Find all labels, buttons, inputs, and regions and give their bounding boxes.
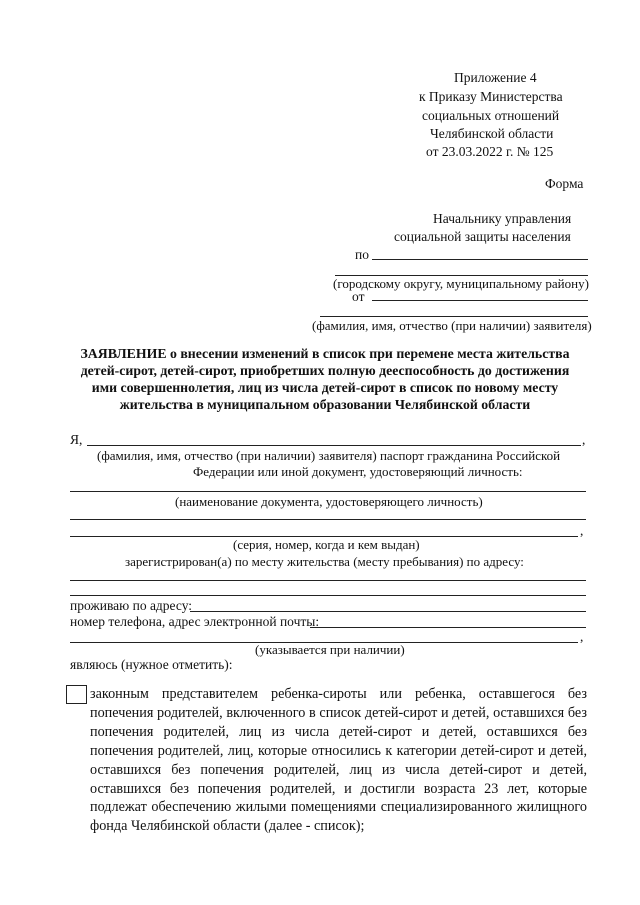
series-comma: , <box>580 523 584 538</box>
addressee-line-1: Начальнику управления <box>433 211 572 226</box>
ya-prefix: Я, <box>70 432 83 447</box>
document-title <box>70 345 580 413</box>
option1-text: законным представителем ребенка-сироты или ребенка, оставшегося без попечения родителей, включенного в список детей-сирот и детей, оставшихся без попечения родителей, лиц из числа детей-сирот и детей, оставшихся без попечения родителей, лиц, которые относились к категории детей-сирот и детей, оставшихся без попечения родителей, лиц из числа детей-сирот и детей, оставшихся без попечения родителей, и достигли возраста 23 лет, которые подлежат обеспечению жилыми помещениями специализированного жилищного фонда Челябинской области (далее - список); <box>90 686 587 835</box>
title-rest: о внесении изменений в список при перемене места жительства детей-сирот, детей-сирот, приобретших полную дееспособность до достижения ими совершеннолетия, лиц из числа детей-сирот в список по новому месту жительства в муниципальном образовании Челябинской области <box>80 346 570 412</box>
phone-comma: , <box>580 629 584 644</box>
appendix-line-5: от 23.03.2022 г. № 125 <box>426 144 554 159</box>
document-caption: (наименование документа, удостоверяющего личность) <box>175 494 483 509</box>
po-prefix: по <box>355 247 369 262</box>
ot-caption: (фамилия, имя, отчество (при наличии) заявителя) <box>312 318 592 333</box>
registered-field-line-1[interactable] <box>70 580 586 581</box>
phone-caption: (указывается при наличии) <box>255 642 405 657</box>
living-address-field[interactable] <box>190 611 586 612</box>
appendix-line-1: Приложение 4 <box>454 70 537 85</box>
applicant-caption-2: Федерации или иной документ, удостоверяющий личность: <box>193 464 523 479</box>
option1-checkbox[interactable] <box>66 685 87 704</box>
phone-email-label: номер телефона, адрес электронной почты: <box>70 614 320 629</box>
ot-prefix: от <box>352 289 365 304</box>
po-field-line-1[interactable] <box>372 259 588 260</box>
phone-email-field-1[interactable] <box>310 627 586 628</box>
ot-field-line-1[interactable] <box>372 300 588 301</box>
addressee-line-2: социальной защиты населения <box>394 229 571 244</box>
registered-field-line-2[interactable] <box>70 595 586 596</box>
appendix-line-2: к Приказу Министерства <box>419 89 563 104</box>
living-address-label: проживаю по адресу: <box>70 598 193 613</box>
title-bold-word: ЗАЯВЛЕНИЕ <box>80 346 167 361</box>
ot-field-line-2[interactable] <box>320 316 588 317</box>
registered-text: зарегистрирован(а) по месту жительства (месту пребывания) по адресу: <box>125 554 524 569</box>
being-label: являюсь (нужное отметить): <box>70 657 233 672</box>
appendix-line-3: социальных отношений <box>422 108 560 123</box>
series-caption: (серия, номер, когда и кем выдан) <box>233 537 420 552</box>
applicant-name-field[interactable] <box>87 445 581 446</box>
form-label: Форма <box>545 176 584 191</box>
applicant-caption-1: (фамилия, имя, отчество (при наличии) заявителя) паспорт гражданина Российской <box>97 448 561 463</box>
ya-comma: , <box>582 432 586 447</box>
po-caption: (городскому округу, муниципальному району) <box>333 276 589 291</box>
series-field-line-1[interactable] <box>70 519 586 520</box>
appendix-line-4: Челябинской области <box>430 126 554 141</box>
document-name-field[interactable] <box>70 491 586 492</box>
